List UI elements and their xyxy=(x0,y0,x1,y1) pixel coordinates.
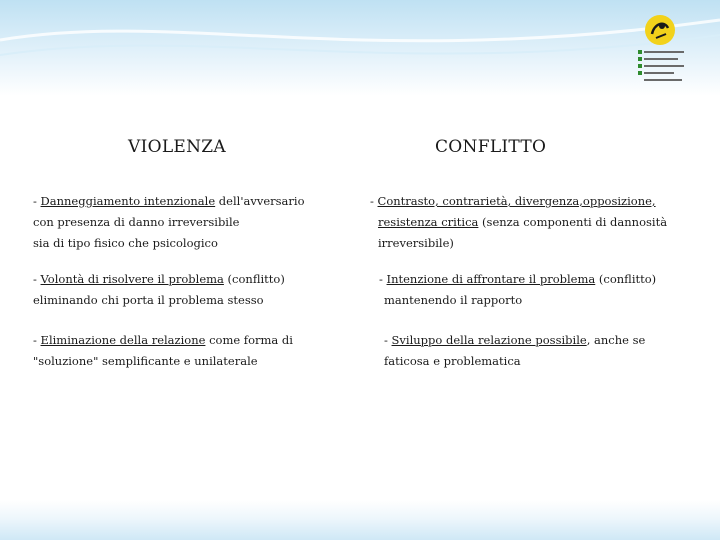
left-item-1-key: Danneggiamento intenzionale xyxy=(40,194,216,208)
right-item-2: - Intenzione di affrontare il problema (conflitto) mantenendo il rapporto xyxy=(379,272,657,307)
right-item-2-key: Intenzione di affrontare il problema xyxy=(386,272,596,286)
right-item-1-key: Contrasto, contrarietà, divergenza,opposizione, xyxy=(377,194,656,208)
left-item-2: - Volontà di risolvere il problema (conflitto) eliminando chi porta il problema stesso xyxy=(33,272,285,307)
heading-violenza: VIOLENZA xyxy=(128,137,226,157)
right-item-1: - Contrasto, contrarietà, divergenza,opposizione, resistenza critica (senza componenti di dannosità irreversibile) xyxy=(370,194,668,250)
organization-logo-icon xyxy=(636,12,688,84)
heading-conflitto: CONFLITTO xyxy=(435,137,547,157)
left-item-3-key: Eliminazione della relazione xyxy=(40,333,206,347)
right-item-3: - Sviluppo della relazione possibile, anche se faticosa e problematica xyxy=(384,333,646,368)
right-item-3-key: Sviluppo della relazione possibile xyxy=(391,333,587,347)
left-item-1: - Danneggiamento intenzionale dell'avversario con presenza di danno irreversibile sia di tipo fisico che psicologico xyxy=(33,194,305,250)
wave-decoration xyxy=(0,0,720,96)
left-item-2-key: Volontà di risolvere il problema xyxy=(40,272,224,286)
bottom-decorative-band xyxy=(0,500,720,540)
left-item-3: - Eliminazione della relazione come forma di "soluzione" semplificante e unilaterale xyxy=(33,333,293,368)
top-decorative-band xyxy=(0,0,720,96)
